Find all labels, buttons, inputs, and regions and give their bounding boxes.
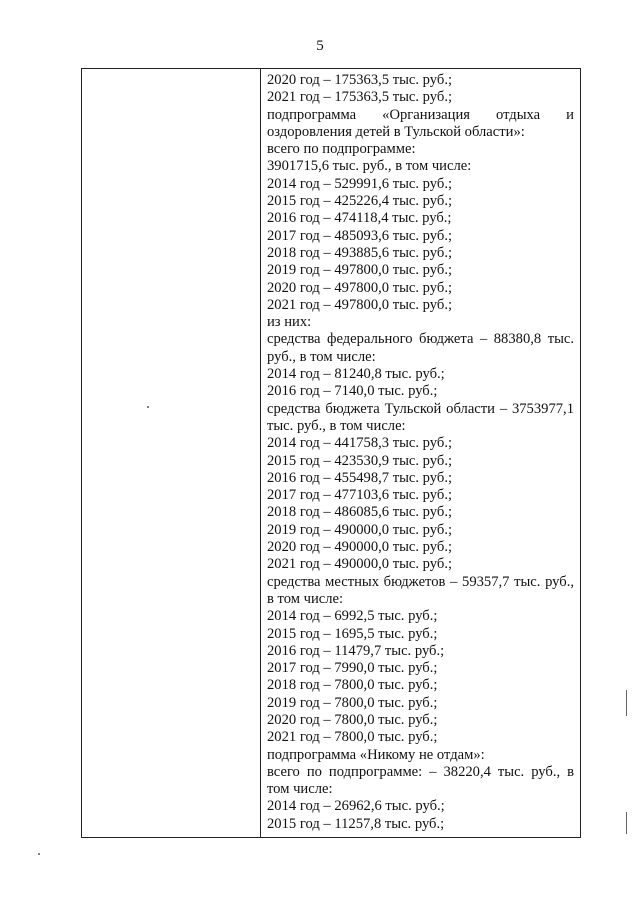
text-line: 2014 год – 81240,8 тыс. руб.;	[267, 366, 445, 383]
page-number: 5	[316, 38, 324, 54]
text-line: 2020 год – 490000,0 тыс. руб.;	[267, 539, 453, 556]
table-right-column	[261, 69, 580, 837]
text-line: 2015 год – 11257,8 тыс. руб.;	[267, 815, 445, 832]
table-left-column	[82, 69, 261, 837]
text-line: 3901715,6 тыс. руб., в том числе:	[267, 158, 472, 175]
text-line: 2016 год – 7140,0 тыс. руб.;	[267, 383, 438, 400]
text-line: 2014 год – 6992,5 тыс. руб.;	[267, 608, 438, 625]
text-line: 2021 год – 497800,0 тыс. руб.;	[267, 296, 453, 313]
text-line: средства бюджета Тульской области – 3753977,1	[267, 400, 574, 417]
text-line: 2017 год – 485093,6 тыс. руб.;	[267, 227, 453, 244]
text-line: 2016 год – 11479,7 тыс. руб.;	[267, 642, 445, 659]
text-line: 2017 год – 477103,6 тыс. руб.;	[267, 487, 453, 504]
text-line: из них:	[267, 314, 312, 331]
text-line: 2015 год – 1695,5 тыс. руб.;	[267, 625, 438, 642]
text-line: 2019 год – 497800,0 тыс. руб.;	[267, 262, 453, 279]
scan-speck	[38, 853, 40, 855]
text-line: 2016 год – 455498,7 тыс. руб.;	[267, 469, 453, 486]
text-line: 2018 год – 493885,6 тыс. руб.;	[267, 244, 453, 261]
text-line: подпрограмма «Организация отдыха и	[267, 106, 574, 123]
text-line: том числе:	[267, 781, 333, 798]
document-table	[81, 68, 581, 838]
text-line: 2019 год – 490000,0 тыс. руб.;	[267, 521, 453, 538]
margin-mark	[626, 812, 627, 834]
text-line: тыс. руб., в том числе:	[267, 417, 406, 434]
text-line: 2020 год – 497800,0 тыс. руб.;	[267, 279, 453, 296]
text-line: средства местных бюджетов – 59357,7 тыс. руб.,	[267, 573, 574, 590]
text-line: 2021 год – 7800,0 тыс. руб.;	[267, 729, 438, 746]
text-line: 2019 год – 7800,0 тыс. руб.;	[267, 694, 438, 711]
text-line: всего по подпрограмме:	[267, 141, 416, 158]
text-line: 2014 год – 529991,6 тыс. руб.;	[267, 175, 453, 192]
text-line: 2018 год – 486085,6 тыс. руб.;	[267, 504, 453, 521]
text-line: 2020 год – 175363,5 тыс. руб.;	[267, 72, 453, 88]
text-line: оздоровления детей в Тульской области»:	[267, 123, 525, 140]
scan-speck	[147, 406, 149, 408]
text-line: 2014 год – 441758,3 тыс. руб.;	[267, 435, 453, 452]
text-line: в том числе:	[267, 590, 344, 607]
text-line: 2015 год – 423530,9 тыс. руб.;	[267, 452, 453, 469]
text-line: 2017 год – 7990,0 тыс. руб.;	[267, 660, 438, 677]
text-line: 2020 год – 7800,0 тыс. руб.;	[267, 711, 438, 728]
text-line: средства федерального бюджета – 88380,8 тыс.	[267, 331, 574, 348]
text-line: 2018 год – 7800,0 тыс. руб.;	[267, 677, 438, 694]
text-line: всего по подпрограмме: – 38220,4 тыс. руб., в	[267, 763, 574, 780]
text-line: 2016 год – 474118,4 тыс. руб.;	[267, 210, 452, 227]
text-line: 2021 год – 490000,0 тыс. руб.;	[267, 556, 453, 573]
margin-mark	[626, 690, 627, 716]
text-line: подпрограмма «Никому не отдам»:	[267, 746, 485, 763]
text-line: 2015 год – 425226,4 тыс. руб.;	[267, 193, 453, 210]
text-line: 2014 год – 26962,6 тыс. руб.;	[267, 798, 445, 815]
text-line: 2021 год – 175363,5 тыс. руб.;	[267, 89, 453, 106]
text-line: руб., в том числе:	[267, 348, 376, 365]
